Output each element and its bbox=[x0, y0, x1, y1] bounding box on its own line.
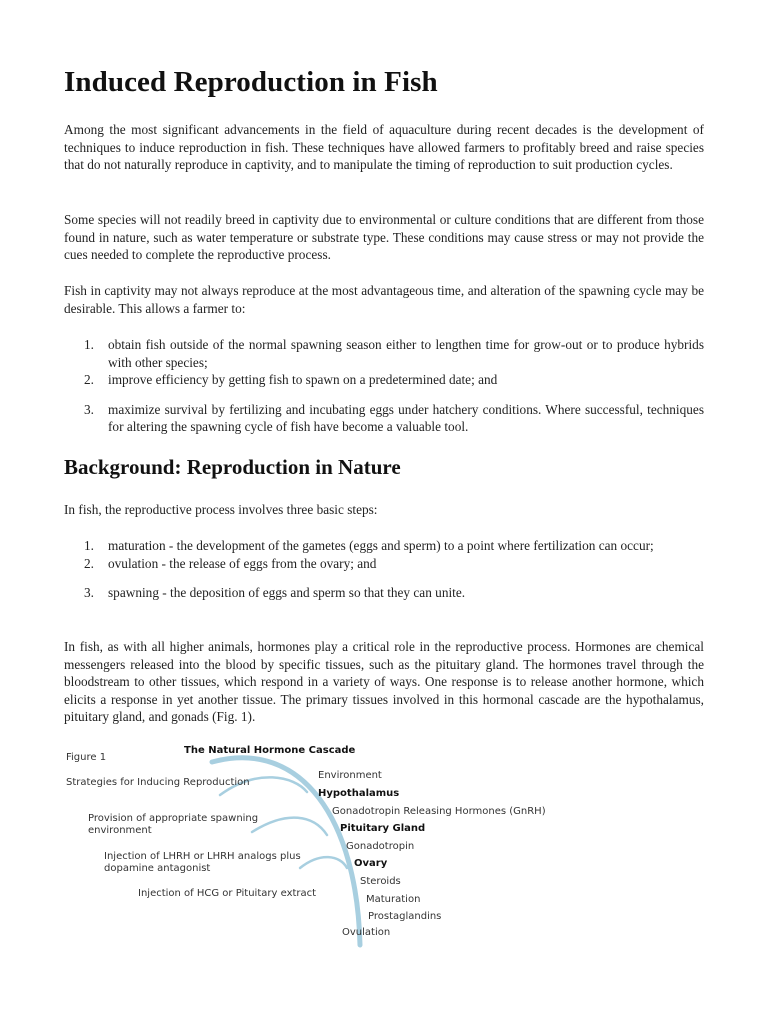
strategy-environment-line2: environment bbox=[88, 825, 152, 836]
section-heading: Background: Reproduction in Nature bbox=[64, 455, 401, 479]
strategy-environment-line1: Provision of appropriate spawning bbox=[88, 813, 259, 824]
cascade-steroids: Steroids bbox=[360, 876, 401, 887]
steps-intro-paragraph: In fish, the reproductive process involves three basic steps: bbox=[64, 502, 378, 517]
list-item: 3. maximize survival by fertilizing and incubating eggs under hatchery conditions. Where successful, techniques for altering the spawning cycle of fish have become a valuable tool. bbox=[84, 401, 704, 435]
cascade-ovary: Ovary bbox=[354, 858, 388, 869]
list-item: 1. obtain fish outside of the normal spawning season either to lengthen time for grow-out or to produce hybrids with other species; bbox=[84, 337, 704, 370]
cascade-hypothalamus: Hypothalamus bbox=[318, 788, 400, 799]
figure-hormone-cascade bbox=[62, 740, 546, 950]
cascade-pituitary-gland: Pituitary Gland bbox=[340, 823, 426, 834]
strategy-lhrh-line2: dopamine antagonist bbox=[104, 863, 211, 874]
cascade-branch-ovary bbox=[300, 857, 347, 868]
figure-label: Figure 1 bbox=[66, 752, 107, 763]
cascade-gonadotropin: Gonadotropin bbox=[346, 841, 415, 852]
intro-paragraph: Among the most significant advancements in the field of aquaculture during recent decades is the development of techniques to induce reproduction in fish. These techniques have allowed farmers to profitably breed and raise species that do not naturally reproduce in captivity, and to manipulate the timing of reproduction to suit production cycles. bbox=[64, 122, 704, 173]
cascade-branch-pituitary bbox=[252, 818, 327, 835]
page-title: Induced Reproduction in Fish bbox=[64, 66, 438, 98]
list-item: 1. maturation - the development of the gametes (eggs and sperm) to a point where fertilization can occur; bbox=[84, 538, 654, 553]
strategy-lhrh-line1: Injection of LHRH or LHRH analogs plus bbox=[104, 851, 301, 862]
timing-paragraph: Fish in captivity may not always reproduce at the most advantageous time, and alteration of the spawning cycle may be desirable. This allows a farmer to: bbox=[64, 283, 704, 316]
cascade-ovulation: Ovulation bbox=[342, 927, 391, 938]
cascade-maturation: Maturation bbox=[366, 894, 421, 905]
cascade-environment: Environment bbox=[318, 770, 382, 781]
list-item: 2. improve efficiency by getting fish to spawn on a predetermined date; and bbox=[84, 372, 498, 388]
list-item: 3. spawning - the deposition of eggs and sperm so that they can unite. bbox=[84, 585, 466, 601]
hormones-paragraph: In fish, as with all higher animals, hormones play a critical role in the reproductive process. Hormones are chemical messengers released into the blood by specific tissues, such as the pituitary gland. The hormones travel through the bloodstream to other tissues, which respond in a variety of ways. One response is to release another hormone, which elicits a response in yet another tissue. The primary tissues involved in this hormonal cascade are the hypothalamus, pituitary gland, and gonads (Fig. 1). bbox=[64, 639, 704, 725]
reproduction-steps-list bbox=[64, 537, 704, 602]
figure-title: The Natural Hormone Cascade bbox=[184, 745, 356, 756]
farmer-benefits-list bbox=[64, 336, 704, 436]
strategy-hcg: Injection of HCG or Pituitary extract bbox=[138, 888, 317, 899]
captivity-paragraph: Some species will not readily breed in captivity due to environmental or culture conditions that are different from those found in nature, such as water temperature or substrate type. These conditions may cause stress or may not provide the cues needed to complete the reproductive process. bbox=[64, 212, 704, 263]
cascade-gnrh: Gonadotropin Releasing Hormones (GnRH) bbox=[332, 806, 546, 817]
list-item: 2. ovulation - the release of eggs from the ovary; and bbox=[84, 555, 377, 571]
cascade-prostaglandins: Prostaglandins bbox=[368, 911, 442, 922]
cascade-curves bbox=[62, 740, 542, 950]
strategies-title: Strategies for Inducing Reproduction bbox=[66, 777, 250, 788]
